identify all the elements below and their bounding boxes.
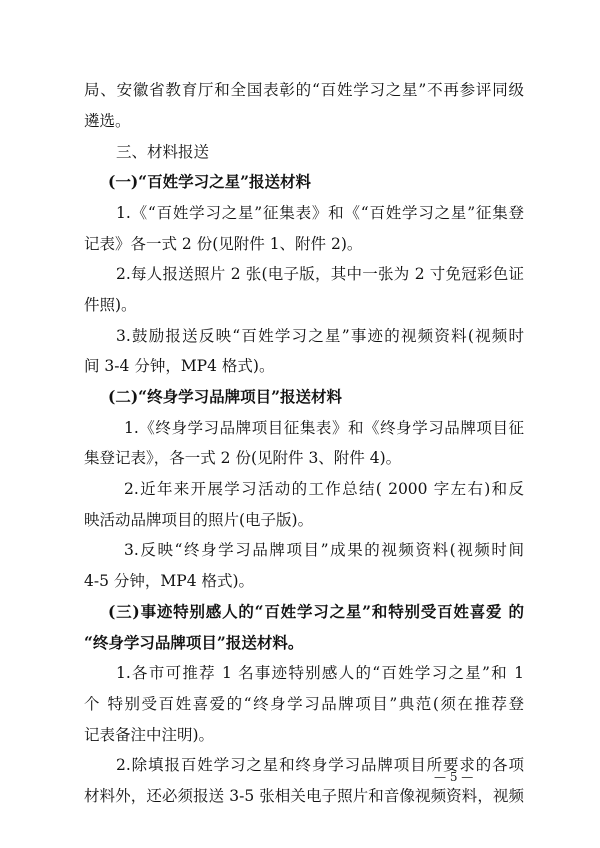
body-line-17: 4-5 分钟，MP4 格式)。 xyxy=(84,572,255,590)
body-line-14: 2.近年来开展学习活动的工作总结( 2000 字左右)和反 xyxy=(124,480,524,498)
body-line-21: 个 特别受百姓喜爱的“终身学习品牌项目”典范(须在推荐登 xyxy=(84,695,524,713)
subheading-3-cont: “终身学习品牌项目”报送材料。 xyxy=(84,633,304,652)
body-line-12: 1.《终身学习品牌项目征集表》和《终身学习品牌项目征 xyxy=(124,419,524,437)
body-line-9: 3.鼓励报送反映“百姓学习之星”事迹的视频资料(视频时 xyxy=(116,327,524,345)
body-line-2: 遴选。 xyxy=(84,112,131,130)
section-heading-materials: 三、材料报送 xyxy=(116,143,210,161)
body-line-10: 间 3-4 分钟，MP4 格式)。 xyxy=(84,357,275,375)
body-line-15: 映活动品牌项目的照片(电子版)。 xyxy=(84,511,314,529)
body-line-7: 2.每人报送照片 2 张(电子版，其中一张为 2 寸免冠彩色证 xyxy=(116,265,524,283)
subheading-2: (二)“终身学习品牌项目”报送材料 xyxy=(108,387,342,406)
body-line-1: 局、安徽省教育厅和全国表彰的“百姓学习之星”不再参评同级 xyxy=(84,81,524,99)
subheading-3: (三)事迹特别感人的“百姓学习之星”和特别受百姓喜爱 的 xyxy=(108,602,524,621)
body-line-22: 记表备注中注明)。 xyxy=(84,726,215,744)
body-line-23: 2.除填报百姓学习之星和终身学习品牌项目所要求的各项 xyxy=(116,756,524,774)
body-line-16: 3.反映“终身学习品牌项目”成果的视频资料(视频时间 xyxy=(124,541,524,559)
body-line-5: 1.《“百姓学习之星”征集表》和《“百姓学习之星”征集登 xyxy=(116,204,524,222)
body-line-8: 件照)。 xyxy=(84,296,137,314)
body-line-13: 集登记表》，各一式 2 份(见附件 3、附件 4)。 xyxy=(84,449,402,467)
body-line-24: 材料外，还必须报送 3-5 张相关电子照片和音像视频资料，视频 xyxy=(84,787,524,805)
body-line-6: 记表》各一式 2 份(见附件 1、附件 2)。 xyxy=(84,235,363,253)
body-line-20: 1.各市可推荐 1 名事迹特别感人的“百姓学习之星”和 1 xyxy=(116,664,524,682)
page-number: — 5 — xyxy=(434,770,474,784)
subheading-1: (一)“百姓学习之星”报送材料 xyxy=(108,172,311,191)
